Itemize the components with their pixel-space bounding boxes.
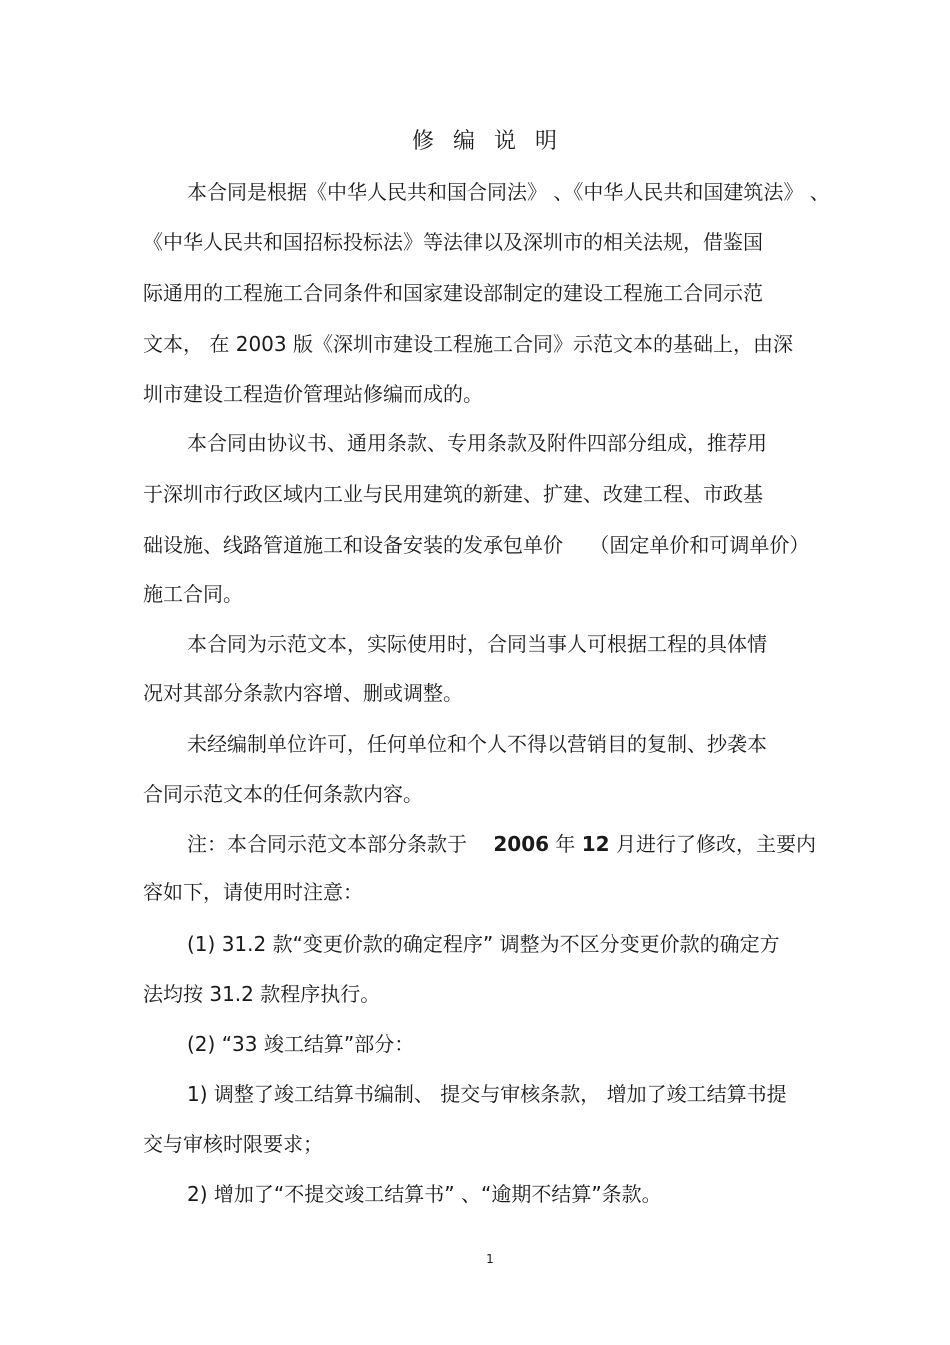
- paragraph-line: 本合同由协议书、通用条款、专用条款及附件四部分组成，推荐用: [187, 431, 767, 455]
- paragraph-line: 于深圳市行政区域内工业与民用建筑的新建、扩建、改建工程、市政基: [143, 482, 763, 506]
- list-item-line: 法均按 31.2 款程序执行。: [143, 982, 381, 1006]
- list-item-line: (2) “33 竣工结算”部分：: [187, 1032, 415, 1056]
- paragraph-line: 础设施、线路管道施工和设备安装的发承包单价 （固定单价和可调单价）: [143, 533, 810, 557]
- paragraph-line: 合同示范文本的任何条款内容。: [143, 782, 423, 806]
- note-year-unit: 年: [549, 832, 582, 856]
- list-item-line: (1) 31.2 款“变更价款的确定程序” 调整为不区分变更价款的确定方: [187, 932, 780, 956]
- paragraph-line: 本合同为示范文本，实际使用时，合同当事人可根据工程的具体情: [187, 632, 767, 656]
- paragraph-line: 容如下，请使用时注意：: [143, 880, 363, 904]
- paragraph-line: 施工合同。: [143, 582, 243, 606]
- paragraph-line: 圳市建设工程造价管理站修编而成的。: [143, 382, 483, 406]
- paragraph-line: 《中华人民共和国招标投标法》等法律以及深圳市的相关法规，借鉴国: [143, 230, 763, 254]
- note-line: [187, 830, 816, 858]
- note-prefix: 注：本合同示范文本部分条款于: [187, 832, 494, 856]
- paragraph-line: 文本， 在 2003 版《深圳市建设工程施工合同》示范文本的基础上，由深: [143, 332, 793, 356]
- note-suffix: 月进行了修改，主要内: [609, 832, 816, 856]
- paragraph-line: 本合同是根据《中华人民共和国合同法》 、《中华人民共和国建筑法》 、: [187, 180, 830, 204]
- paragraph-line: 际通用的工程施工合同条件和国家建设部制定的建设工程施工合同示范: [143, 281, 763, 305]
- paragraph-line: 况对其部分条款内容增、删或调整。: [143, 681, 463, 705]
- list-item-line: 2) 增加了“不提交竣工结算书” 、“逾期不结算”条款。: [187, 1182, 662, 1206]
- note-month: 12: [581, 832, 610, 856]
- note-year: 2006: [493, 832, 550, 856]
- list-item-line: 1) 调整了竣工结算书编制、 提交与审核条款， 增加了竣工结算书提: [187, 1082, 787, 1106]
- page-number: 1: [486, 1252, 494, 1266]
- document-title: 修 编 说 明: [412, 129, 563, 154]
- paragraph-line: 未经编制单位许可，任何单位和个人不得以营销目的复制、抄袭本: [187, 732, 767, 756]
- list-item-line: 交与审核时限要求；: [143, 1132, 323, 1156]
